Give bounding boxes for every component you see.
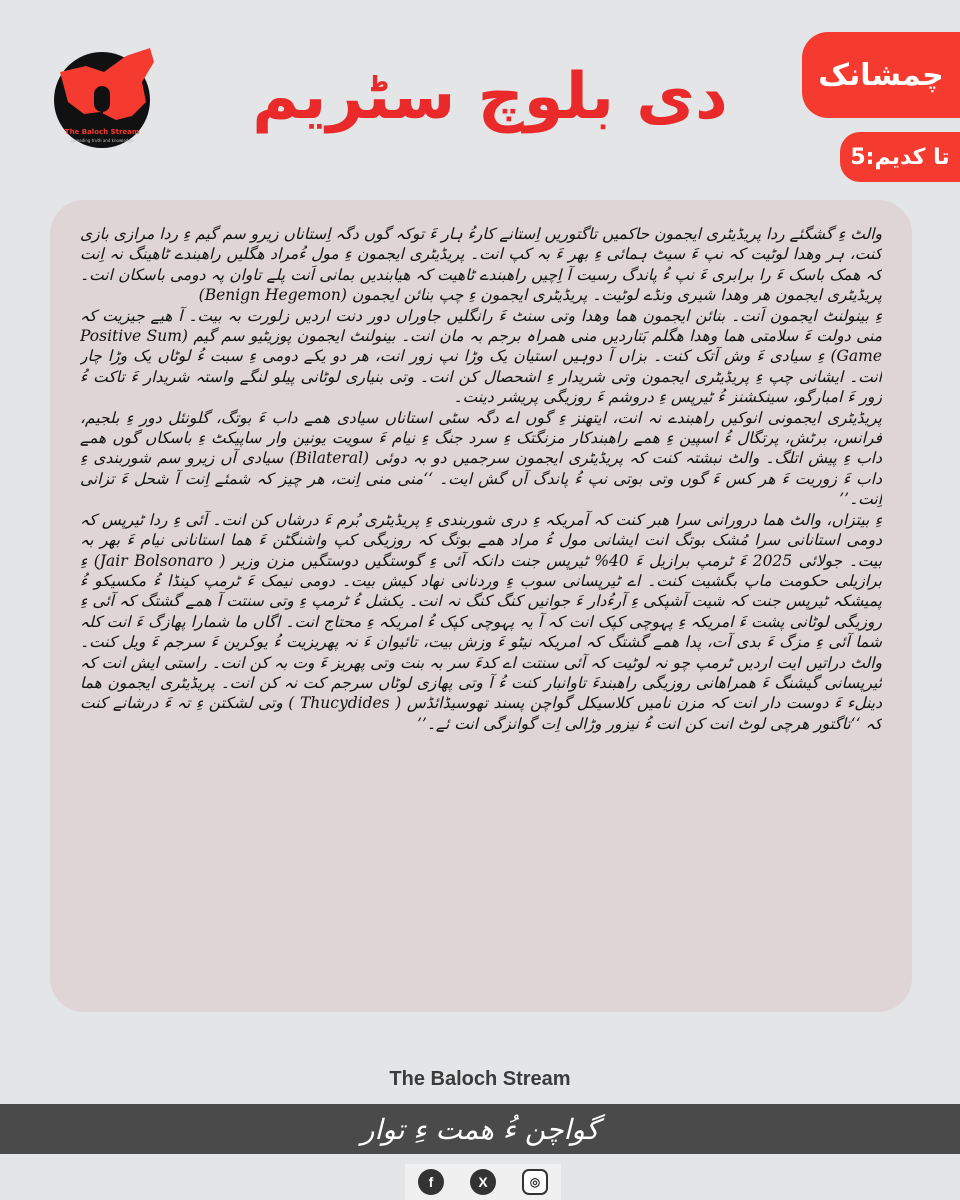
- category-tag: چمشانک: [802, 32, 960, 118]
- masthead-title: دی بلوچ سٹریم: [252, 60, 728, 134]
- x-icon[interactable]: X: [470, 1169, 496, 1195]
- footer-slogan-bar: [0, 1104, 960, 1154]
- issue-tag: تا کدیم:5: [840, 132, 960, 182]
- social-links: [405, 1164, 561, 1200]
- instagram-icon[interactable]: ◎: [522, 1169, 548, 1195]
- article-paragraph: ءِ بیتزاں، والٹ ھما درورانی سرا ھبر کنت کہ آمریکہ ءِ دری شوربندی ءِ پریڈیٹری بُرم ءَ درشاں کن انت۔ آئی ءِ ردا ٹیرپس کہ دومی استانانی سرا مُشک بوتگ انت ایشانی مول ءُ مراد ھمے بوتگ کہ روزیگی کپ واشنگٹن ءَ ھما استانانی نیام ءَ بھر بہ بیت۔ جولائی 2025 ءَ ٹرمپ برازیل ءَ 40% ٹیرپس جنت دانکہ آئی ءِ گوستگیں دوستگیں مزن وزیر ( Jair Bolsonaro) ءِ برازیلی حکومت ماپ بگشیت کنت۔ اے ٹیرپسانی سوب ءِ وردنانی نھاد کیش بیت۔ دومی نیمک ءَ ٹرمپ کینڈا ءُ مکسیکو ءُ پمیشکہ ٹیرپس جنت کہ شیت آشپکی ءِ آرءُدار ءَ جوانیں کنگ کنگ نہ انت۔ یکشل ءُ ٹرمپ ءِ وتی سنتت آ ھمے گشتگ کہ آئی ءِ روزیگی لوٹانی پشت ءَ امریکہ ءِ پہوچی کپک انت کہ آ یہ پہوچی کپک ءُ امریکہ ءِ محتاج انت۔ اگاں ما شمارا پھازگ ءَ انت کلہ شما آئی ءِ مزگ ءَ بدی آت، پدا ھمے گشتگ کہ امریکہ نیٹو ءَ وزش بیت، تائیوان ءَ نہ پھریزیت ءُ یوکرین ءَ سرجم ءَ ویل کنت۔ والٹ دراتیں ایت اردیں ٹرمپ چو نہ لوٹیت کہ آئی سنتت اے کدءَ سر بہ بنت وتی پھریز ءَ وت بہ کن انت۔ راستی ایش انت کہ ٹیرپسانی گیشنگ ءَ ھمراھانی روزیگی راھبندءَ تاوانبار کنت ءُ آ وتی پھازی لوٹاں سرجم کت نہ کن انت۔ پریڈیٹری ایجمون ھما دینلء ءَ دوست دار انت کہ مزن نامیں کلاسیکل گواچن پسند تھوسیڈائڈس ( Thucydides ) وتی لشکتن ءِ تہ ءَ درشانے کنت کہ ‘‘تاگتور ھرچی لوٹ انت کن انت ءُ نیزور وڑالی اِت گوانزگی انت ئے۔’’: [80, 510, 882, 733]
- article-body: [80, 224, 882, 992]
- baloch-stream-logo: [46, 42, 158, 154]
- article-paragraph: پریڈیٹری ایجمونی انوکیں راھبندے نہ انت، ایتھنز ءِ گوں اے دگہ سٹی استاناں سیادی ھمے داب ءَ بوتگ، گلونئل دور ءِ بلجیم، فرانس، برٹش، پرتگال ءُ اسپین ءِ ھمے راھبندکار مزنگتک ءِ سرد جنگ ءِ نیام ءَ سویت یونین وار ساپیکٹ ءِ باسکاں گوں ھمے داب ءِ پیش اتلگ۔ والٹ نبشتہ کنت کہ پریڈیٹری ایجمون سرجمیں دو بہ دوئی (Bilateral) سیادی آں زیرو سم شوربندی ءِ داب ءَ زوریت ءَ ھر کس ءَ گوں وتی بوتی نپ ءُ پاندگ آں گش ایت۔ ‘‘منی منی اِنت، ھر چیز کہ شمئے اِنت آ شحل ءَ تزانی اِنت۔’’: [80, 408, 882, 509]
- article-paragraph: والٹ ءِ گشگئے ردا پریڈیٹری ایجمون حاکمیں تاگتوریں اِستانے کارءُ ہار ءَ توکہ گوں دگہ اِستاناں زیرو سم گیم ءِ ردا مرازی بازی کنت، ہر وھدا لوٹیت کہ نپ ءَ سیٹ ہمائی ءِ بھر ءَ بہ کپ انت۔ پریڈیٹری ایجمون ءِ مول ءُمراد ھگلیں راھبندے ٹاھینگ نہ اِنت کہ ھمک باسک ءَ را برابری ءَ نپ ءُ پاندگ رسیت آ اِچیں راھبندے ٹاھیت کہ ھیابندیں بمانی اَنت پلے تاوان پہ دومی باسکان انت۔ پریڈیٹری ایجمون ھر وھدا شیری ونڈے لوٹیت۔ پریڈیٹری ایجمون ءِ چپ بنائن ایجمون (Benign Hegemon): [80, 225, 882, 305]
- microphone-icon: [94, 86, 110, 112]
- logo-text: The Baloch Stream: [64, 128, 140, 136]
- article-paragraph: ءِ بینولنٹ ایجمون اَنت۔ بنائن ایجمون ھما وھدا وتی سنٹ ءَ رانگلیں جاوراں دور دنت اردیں زلورت بہ بیت۔ آ ھیے جیزیت کہ منی دولت ءَ سلامتی ھما وھدا ھگلم بَتاردیں منی ھمراہ برجم بہ مان انت۔ بینولنٹ ایجمون پوزیٹیو سم گیم (Positive Sum Game) ءِ سیادی ءَ وش آتک کنت۔ بزاں آ دوہیں استیان یک وڑا نپ زور انت، ھر دو یکے دومی ءِ سبت ءُ لوٹاں یک وڑا چار انت۔ ایشانی چپ ءِ پریڈیٹری ایجمون وتی شریدار ءِ اشحصال کن انت۔ وتی بنیاری لوٹانی پیلو لنگے واستہ شریدار ءَ تاکت ءُ زور ءَ امبارگو، سینکشنز ءُ ٹیرپس ءِ دروشم ءَ روزیگی پریشر دینت۔: [80, 306, 882, 407]
- article-panel: [50, 200, 912, 1012]
- logo-tagline: spreading truth and knowledge: [70, 138, 134, 143]
- footer-slogan: گواچن ءُ ھمت ءِ توار: [360, 1112, 600, 1146]
- facebook-icon[interactable]: f: [418, 1169, 444, 1195]
- footer-brand: The Baloch Stream: [389, 1068, 571, 1090]
